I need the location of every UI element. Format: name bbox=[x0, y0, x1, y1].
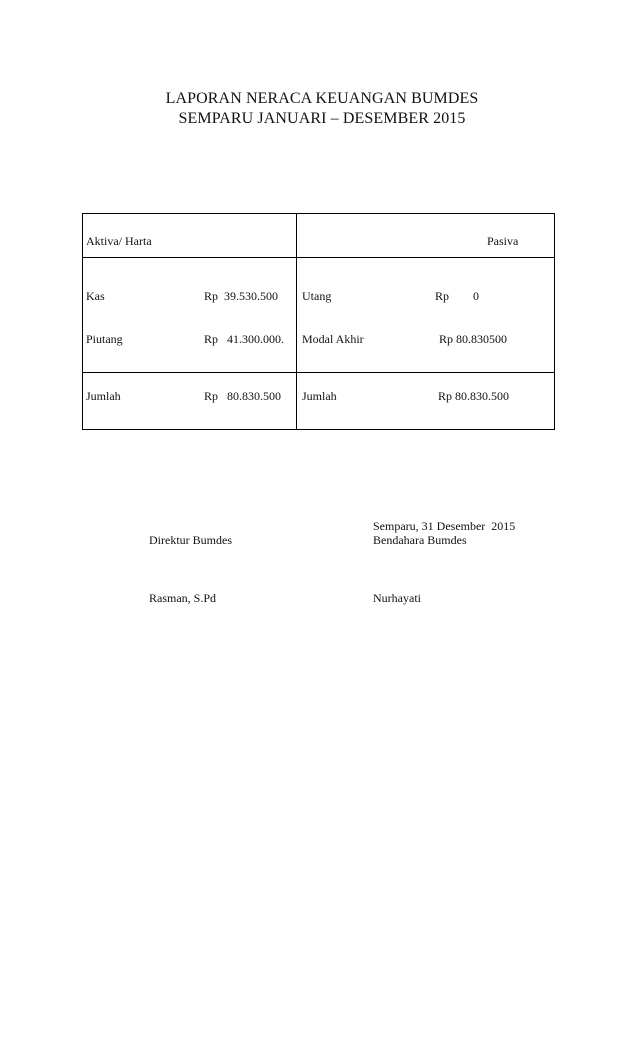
kas-label: Kas bbox=[86, 289, 105, 303]
piutang-label: Piutang bbox=[86, 332, 123, 346]
table-header-divider bbox=[83, 257, 554, 258]
table-column-divider bbox=[296, 214, 297, 429]
report-title: LAPORAN NERACA KEUANGAN BUMDES bbox=[165, 90, 479, 107]
modal-akhir-value: Rp 80.830500 bbox=[439, 332, 508, 346]
jumlah-aktiva-label: Jumlah bbox=[86, 389, 121, 403]
balance-sheet-table bbox=[82, 213, 555, 430]
modal-akhir-label: Modal Akhir bbox=[302, 332, 364, 346]
aktiva-header: Aktiva/ Harta bbox=[86, 234, 152, 248]
kas-value: Rp 39.530.500 bbox=[204, 289, 279, 303]
table-total-divider bbox=[83, 372, 554, 373]
signature-place-date: Semparu, 31 Desember 2015 bbox=[373, 519, 516, 533]
report-subtitle: SEMPARU JANUARI – DESEMBER 2015 bbox=[178, 110, 466, 127]
signature-left-name: Rasman, S.Pd bbox=[149, 591, 217, 605]
signature-left-title: Direktur Bumdes bbox=[149, 533, 232, 547]
jumlah-aktiva-value: Rp 80.830.500 bbox=[204, 389, 282, 403]
signature-right-title: Bendahara Bumdes bbox=[373, 533, 467, 547]
jumlah-pasiva-label: Jumlah bbox=[302, 389, 337, 403]
utang-label: Utang bbox=[302, 289, 332, 303]
signature-right-name: Nurhayati bbox=[373, 591, 421, 605]
jumlah-pasiva-value: Rp 80.830.500 bbox=[438, 389, 510, 403]
piutang-value: Rp 41.300.000. bbox=[204, 332, 285, 346]
utang-value: Rp 0 bbox=[435, 289, 480, 303]
pasiva-header: Pasiva bbox=[487, 234, 519, 248]
